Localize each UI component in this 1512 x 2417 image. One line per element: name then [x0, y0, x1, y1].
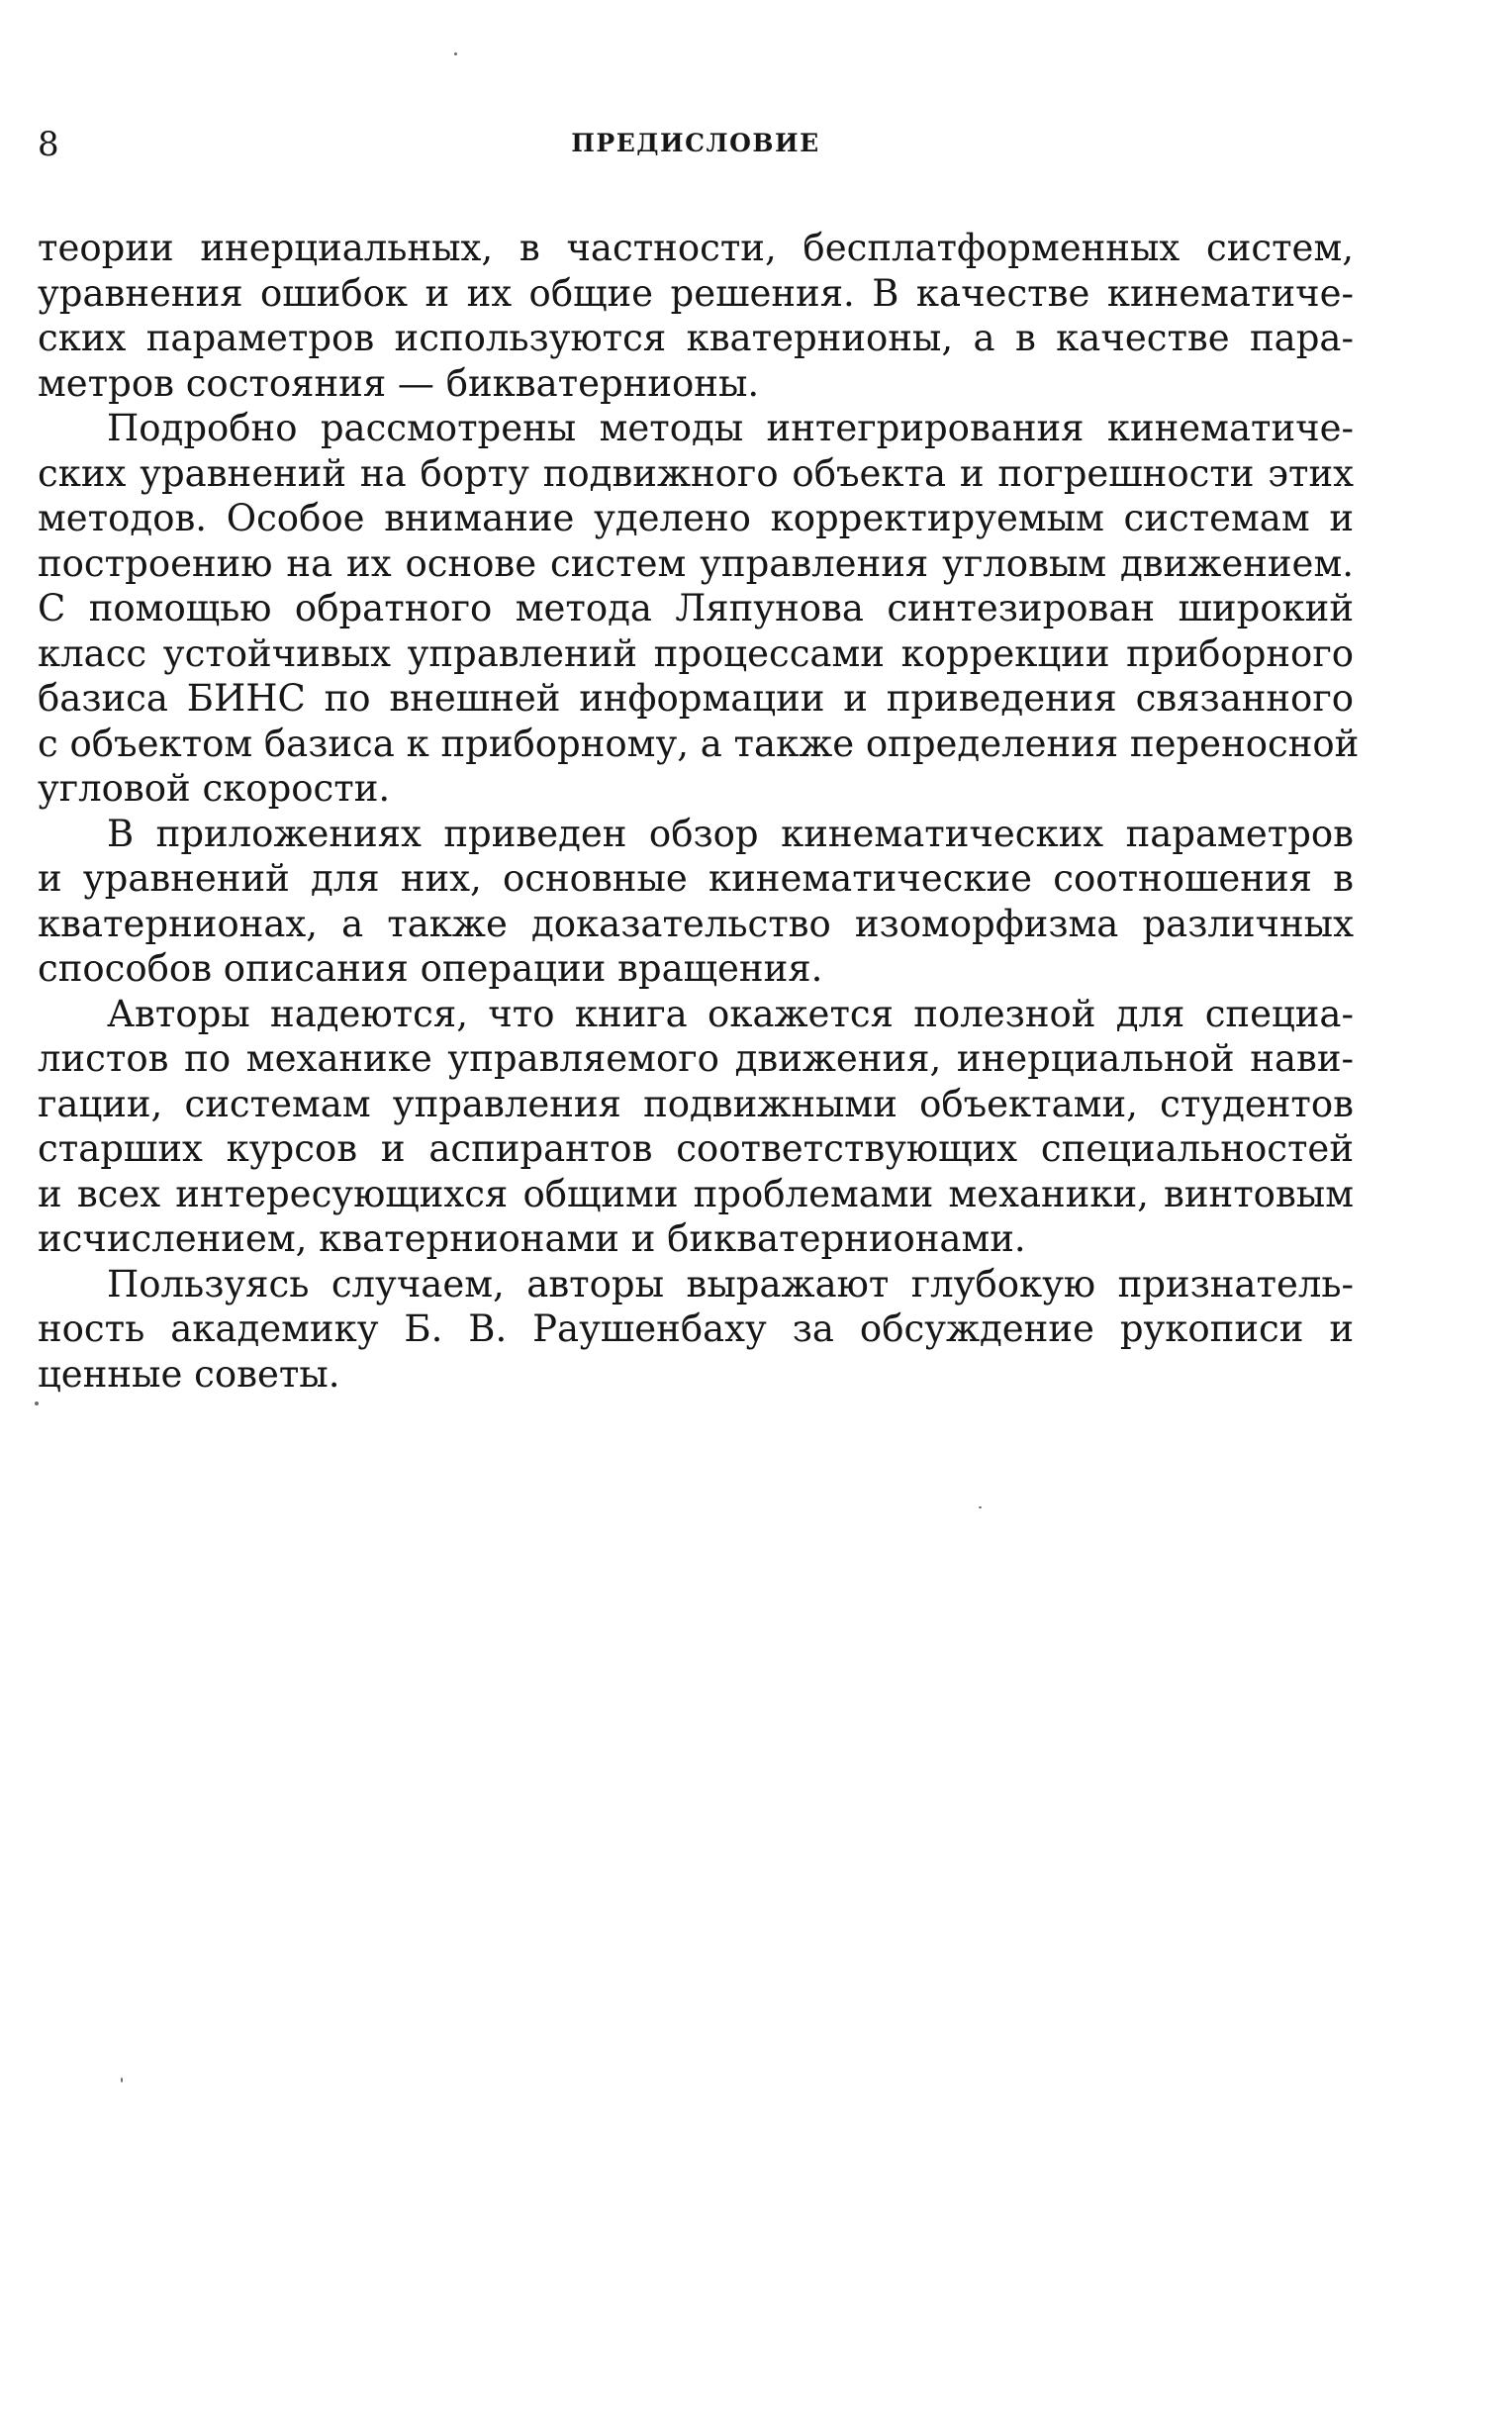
text-line: Авторы надеются, что книга окажется полезной для специа- — [107, 992, 1354, 1035]
text-line: кватернионах, а также доказательство изоморфизма различных — [38, 902, 1354, 945]
text-line: с объектом базиса к приборному, а также определения переносной — [38, 722, 1360, 765]
body-text — [38, 226, 1360, 1397]
text-line: способов описания операции вращения. — [38, 947, 823, 990]
scan-speck — [979, 1506, 982, 1508]
running-title: ПРЕДИСЛОВИЕ — [571, 129, 820, 157]
text-line: базиса БИНС по внешней информации и приведения связанного — [38, 677, 1354, 720]
text-line: методов. Особое внимание уделено корректируемым системам и — [38, 497, 1354, 539]
text-line: исчислением, кватернионами и бикватернионами. — [38, 1217, 1026, 1260]
text-line: ность академику Б. В. Раушенбаху за обсуждение рукописи и — [38, 1307, 1354, 1350]
page-number: 8 — [38, 125, 59, 164]
scan-speck — [121, 2078, 123, 2082]
scan-speck — [454, 52, 457, 55]
text-line: листов по механике управляемого движения, инерциальной нави- — [38, 1037, 1354, 1080]
scan-speck — [35, 1402, 39, 1405]
text-line: ценные советы. — [38, 1352, 340, 1396]
text-line: и уравнений для них, основные кинематические соотношения в — [38, 857, 1354, 900]
text-line: ских уравнений на борту подвижного объекта и погрешности этих — [38, 451, 1354, 495]
text-line: класс устойчивых управлений процессами коррекции приборного — [38, 631, 1354, 675]
paragraph-5 — [38, 1262, 1354, 1398]
text-line: ских параметров используются кватернионы, а в качестве пара- — [38, 317, 1354, 359]
paragraph-2 — [38, 406, 1360, 812]
text-line: угловой скорости. — [38, 767, 391, 810]
text-line: и всех интересующихся общими проблемами механики, винтовым — [38, 1172, 1354, 1215]
text-line: С помощью обратного метода Ляпунова синтезирован широкий — [38, 587, 1354, 629]
paragraph-1 — [38, 226, 1354, 406]
page-header — [38, 121, 1354, 170]
text-line: построению на их основе систем управления угловым движением. — [38, 541, 1354, 585]
text-line: Подробно рассмотрены методы интегрирования кинематиче- — [107, 407, 1354, 449]
text-line: старших курсов и аспирантов соответствующих специальностей — [38, 1127, 1354, 1170]
text-line: гации, системам управления подвижными объектами, студентов — [38, 1082, 1354, 1125]
paragraph-3 — [38, 812, 1354, 992]
text-line: уравнения ошибок и их общие решения. В качестве кинематиче- — [38, 271, 1354, 315]
text-line: Пользуясь случаем, авторы выражают глубокую признатель- — [107, 1262, 1354, 1305]
text-line: В приложениях приведен обзор кинематических параметров — [107, 812, 1354, 855]
text-line: теории инерциальных, в частности, бесплатформенных систем, — [38, 227, 1354, 269]
paragraph-4 — [38, 992, 1354, 1262]
text-line: метров состояния — бикватернионы. — [38, 361, 760, 405]
